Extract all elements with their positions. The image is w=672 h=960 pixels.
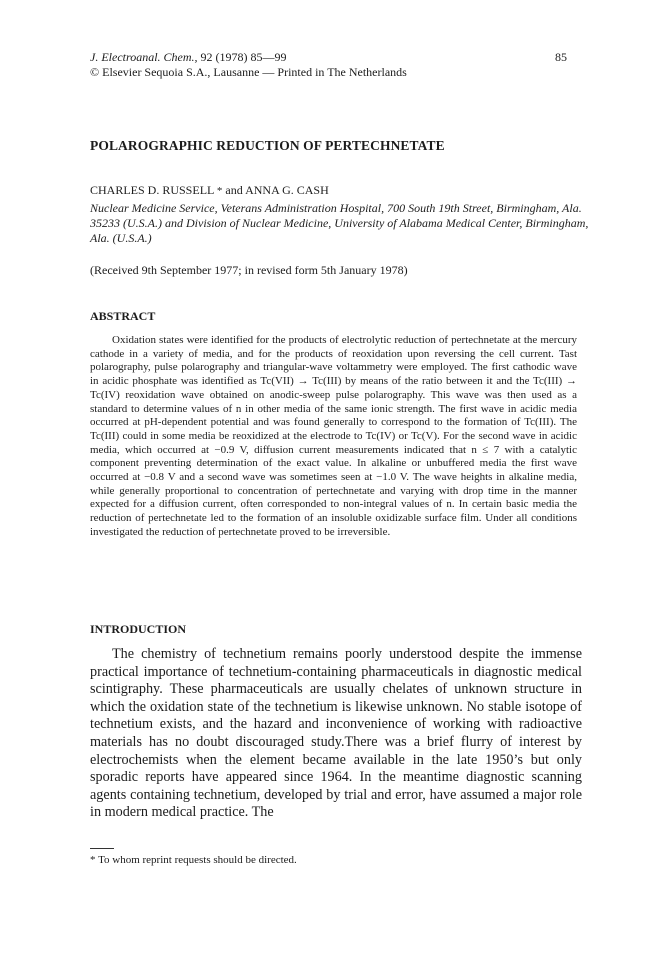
journal-name: J. Electroanal. Chem.,	[90, 50, 198, 64]
abstract-heading: ABSTRACT	[90, 309, 156, 323]
author-line	[90, 183, 329, 198]
journal-citation	[90, 50, 287, 65]
journal-volume: 92 (1978) 85—99	[200, 50, 287, 64]
author-first: CHARLES D. RUSSELL	[90, 183, 214, 197]
author-rest: and ANNA G. CASH	[225, 183, 329, 197]
page-number: 85	[555, 50, 567, 64]
received-dates: (Received 9th September 1977; in revised form 5th January 1978)	[90, 263, 408, 277]
introduction-text: The chemistry of technetium remains poorly understood despite the immense practical importance of technetium-containing pharmaceuticals in diagnostic medical scintigraphy. These pharmaceuticals are usually chelates of unknown structure in which the oxidation state of the technetium is likewise unknown. No stable isotope of technetium exists, and the hazard and inconvenience of working with radioactive materials has no doubt discouraged study.There was a brief flurry of interest by electrochemists when the element became available in the late 1950’s but only sporadic reports have appeared since 1964. In the meantime diagnostic scanning agents containing technetium, developed by trial and error, have assumed a major role in modern medical practice. The	[90, 646, 582, 821]
article-title: POLAROGRAPHIC REDUCTION OF PERTECHNETATE	[90, 138, 445, 153]
author-footnote-marker: *	[216, 185, 223, 197]
author-affiliation: Nuclear Medicine Service, Veterans Administration Hospital, 700 South 19th Street, Birmingham, Ala. 35233 (U.S.A.) and Division of Nuclear Medicine, University of Alabama Medical Center, Birmingham, Ala. (U.S.A.)	[90, 201, 589, 245]
footnote-divider	[90, 848, 114, 849]
copyright-line: © Elsevier Sequoia S.A., Lausanne — Printed in The Netherlands	[90, 65, 407, 79]
footnote	[90, 854, 297, 866]
introduction-heading: INTRODUCTION	[90, 622, 187, 636]
abstract-text: Oxidation states were identified for the products of electrolytic reduction of pertechnetate at the mercury cathode in a variety of media, and for the products of reoxidation upon reversing the cell current. Tast polarography, pulse polarography and triangular-wave voltammetry were employed. The first cathodic wave in acidic phosphate was identified as Tc(VII) → Tc(III) by means of the ratio between it and the Tc(III) → Tc(IV) reoxidation wave obtained on anodic-sweep pulse polarography. This wave was then used as a standard to determine values of n in other media of the same ionic strength. The first wave in acidic media occurred at pH-dependent potential and was found generally to correspond to the formation of Tc(III). The Tc(III) could in some media be reoxidized at the electrode to Tc(IV) or Tc(V). For the second wave in acidic media, which occurred at −0.9 V, diffusion current measurements indicated that n ≤ 7 with a catalytic component preventing determination of the exact value. In alkaline or unbuffered media the first wave occurred at −0.8 V and a second wave was sometimes seen at −1.0 V. The wave heights in alkaline media, while generally proportional to concentration of pertechnetate and varying with drop time in the manner expected for a diffusion current, often corresponded to non-integral values of n. In certain basic media the reduction of pertechnetate led to the formation of an insoluble oxidizable surface film. Under all conditions investigated the reduction of pertechnetate proved to be irreversible.	[90, 334, 577, 538]
footnote-text: To whom reprint requests should be directed.	[98, 854, 297, 866]
footnote-marker: *	[90, 854, 96, 866]
